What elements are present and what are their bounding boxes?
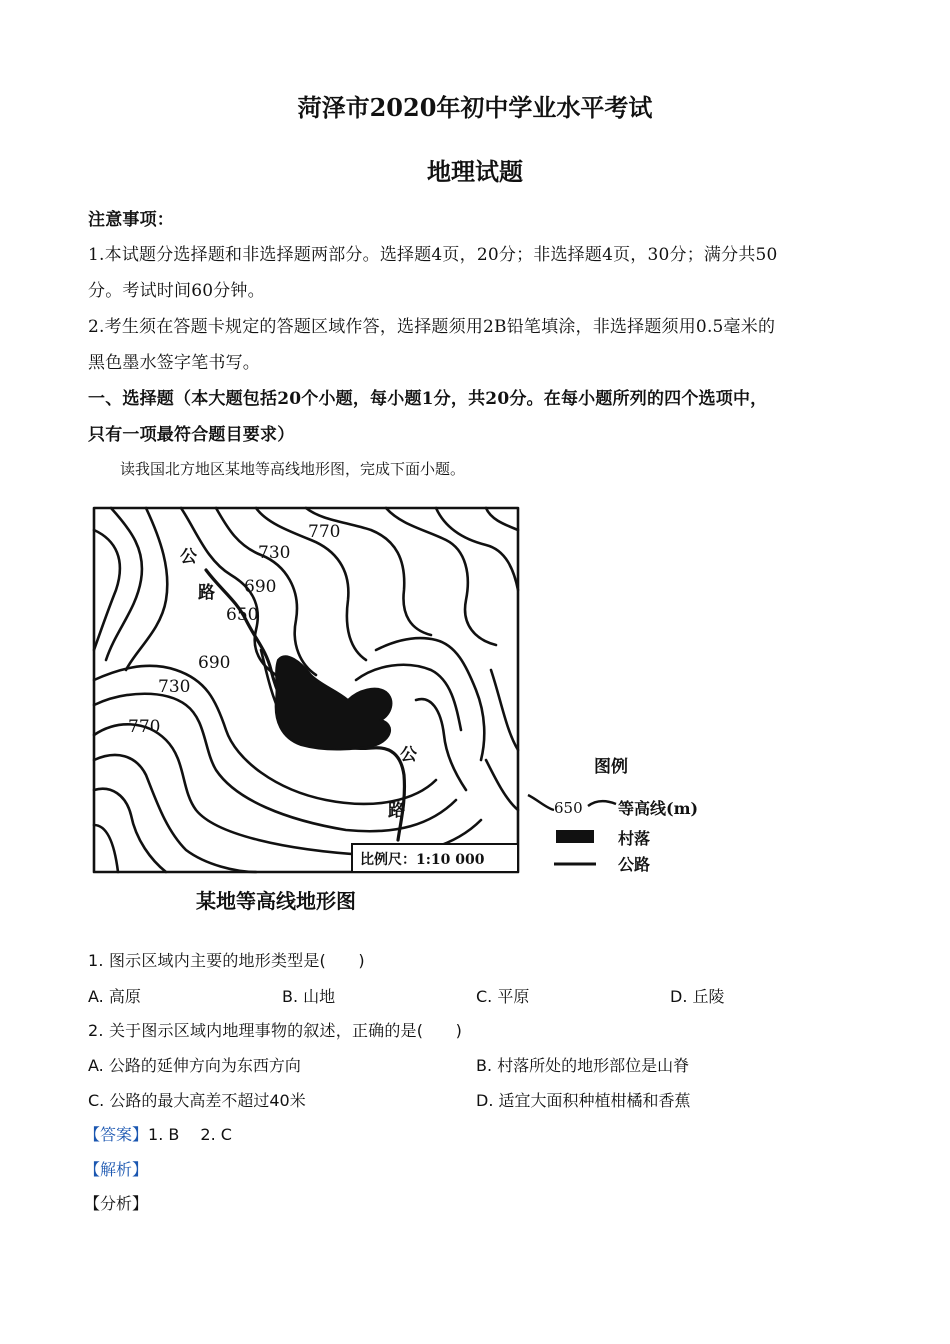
question-2-option-c[interactable]: C. 公路的最大高差不超过40米 (88, 1091, 306, 1110)
notice-heading: 注意事项： (88, 210, 174, 230)
legend-contour-line-left (528, 795, 554, 810)
road-label-bottom-1: 公 (400, 745, 417, 765)
road-label-bottom-2: 路 (388, 801, 405, 821)
question-1-option-a[interactable]: A. 高原 (88, 987, 141, 1006)
road-label-top-1: 公 (180, 547, 197, 567)
contour-label-690-left: 690 (198, 653, 231, 673)
contour-label-650: 650 (226, 605, 259, 625)
scale-label: 比例尺：1:10 000 (360, 852, 485, 868)
fenxi-tag: 【分析】 (84, 1194, 149, 1213)
legend-contour-label: 等高线(m) (618, 799, 699, 818)
contour-label-770-left: 770 (128, 717, 161, 737)
legend-road-label: 公路 (618, 855, 651, 874)
legend-village-swatch (556, 830, 594, 843)
legend-village-label: 村落 (618, 829, 651, 848)
question-2-option-b[interactable]: B. 村落所处的地形部位是山脊 (476, 1056, 690, 1075)
contour-label-730-left: 730 (158, 677, 191, 697)
exam-subtitle: 地理试题 (427, 157, 523, 186)
contour-label-730-top: 730 (258, 543, 291, 563)
contour-map-figure (86, 500, 706, 920)
question-1-option-c[interactable]: C. 平原 (476, 987, 530, 1006)
question-1-stem: 1. 图示区域内主要的地形类型是( ) (88, 951, 365, 970)
contour-label-770-top: 770 (308, 522, 341, 542)
legend-contour-value: 650 (554, 799, 583, 817)
contour-label-690-top: 690 (244, 577, 277, 597)
question-1-option-d[interactable]: D. 丘陵 (670, 987, 725, 1006)
legend-title: 图例 (594, 757, 628, 777)
exam-title: 菏泽市2020年初中学业水平考试 (297, 93, 653, 122)
legend-contour-line-right (588, 801, 616, 806)
question-2-option-a[interactable]: A. 公路的延伸方向为东西方向 (88, 1056, 301, 1075)
section-heading-line1: 一、选择题（本大题包括20个小题，每小题1分，共20分。在每小题所列的四个选项中， (88, 389, 768, 409)
notice-1-line2: 分。考试时间60分钟。 (88, 281, 265, 301)
legend (528, 756, 698, 874)
answer-text: 1. B 2. C (148, 1125, 232, 1144)
section-heading-line2: 只有一项最符合题目要求） (88, 425, 295, 445)
notice-2-line1: 2.考生须在答题卡规定的答题区域作答，选择题须用2B铅笔填涂，非选择题须用0.5毫米的 (88, 317, 776, 337)
notice-2-line2: 黑色墨水签字笔书写。 (88, 353, 260, 373)
analysis-tag: 【解析】 (84, 1160, 149, 1179)
question-2-option-d[interactable]: D. 适宜大面积种植柑橘和香蕉 (476, 1091, 691, 1110)
question-1-option-b[interactable]: B. 山地 (282, 987, 336, 1006)
scale-box (352, 844, 518, 872)
question-2-stem: 2. 关于图示区域内地理事物的叙述，正确的是( ) (88, 1021, 463, 1040)
road-label-top-2: 路 (198, 583, 215, 603)
question-intro: 读我国北方地区某地等高线地形图，完成下面小题。 (120, 460, 466, 478)
answer-tag: 【答案】 (84, 1125, 149, 1144)
notice-1-line1: 1.本试题分选择题和非选择题两部分。选择题4页，20分；非选择题4页，30分；满分共50 (88, 245, 778, 265)
map-caption: 某地等高线地形图 (196, 889, 356, 913)
answer-line (84, 1122, 232, 1145)
